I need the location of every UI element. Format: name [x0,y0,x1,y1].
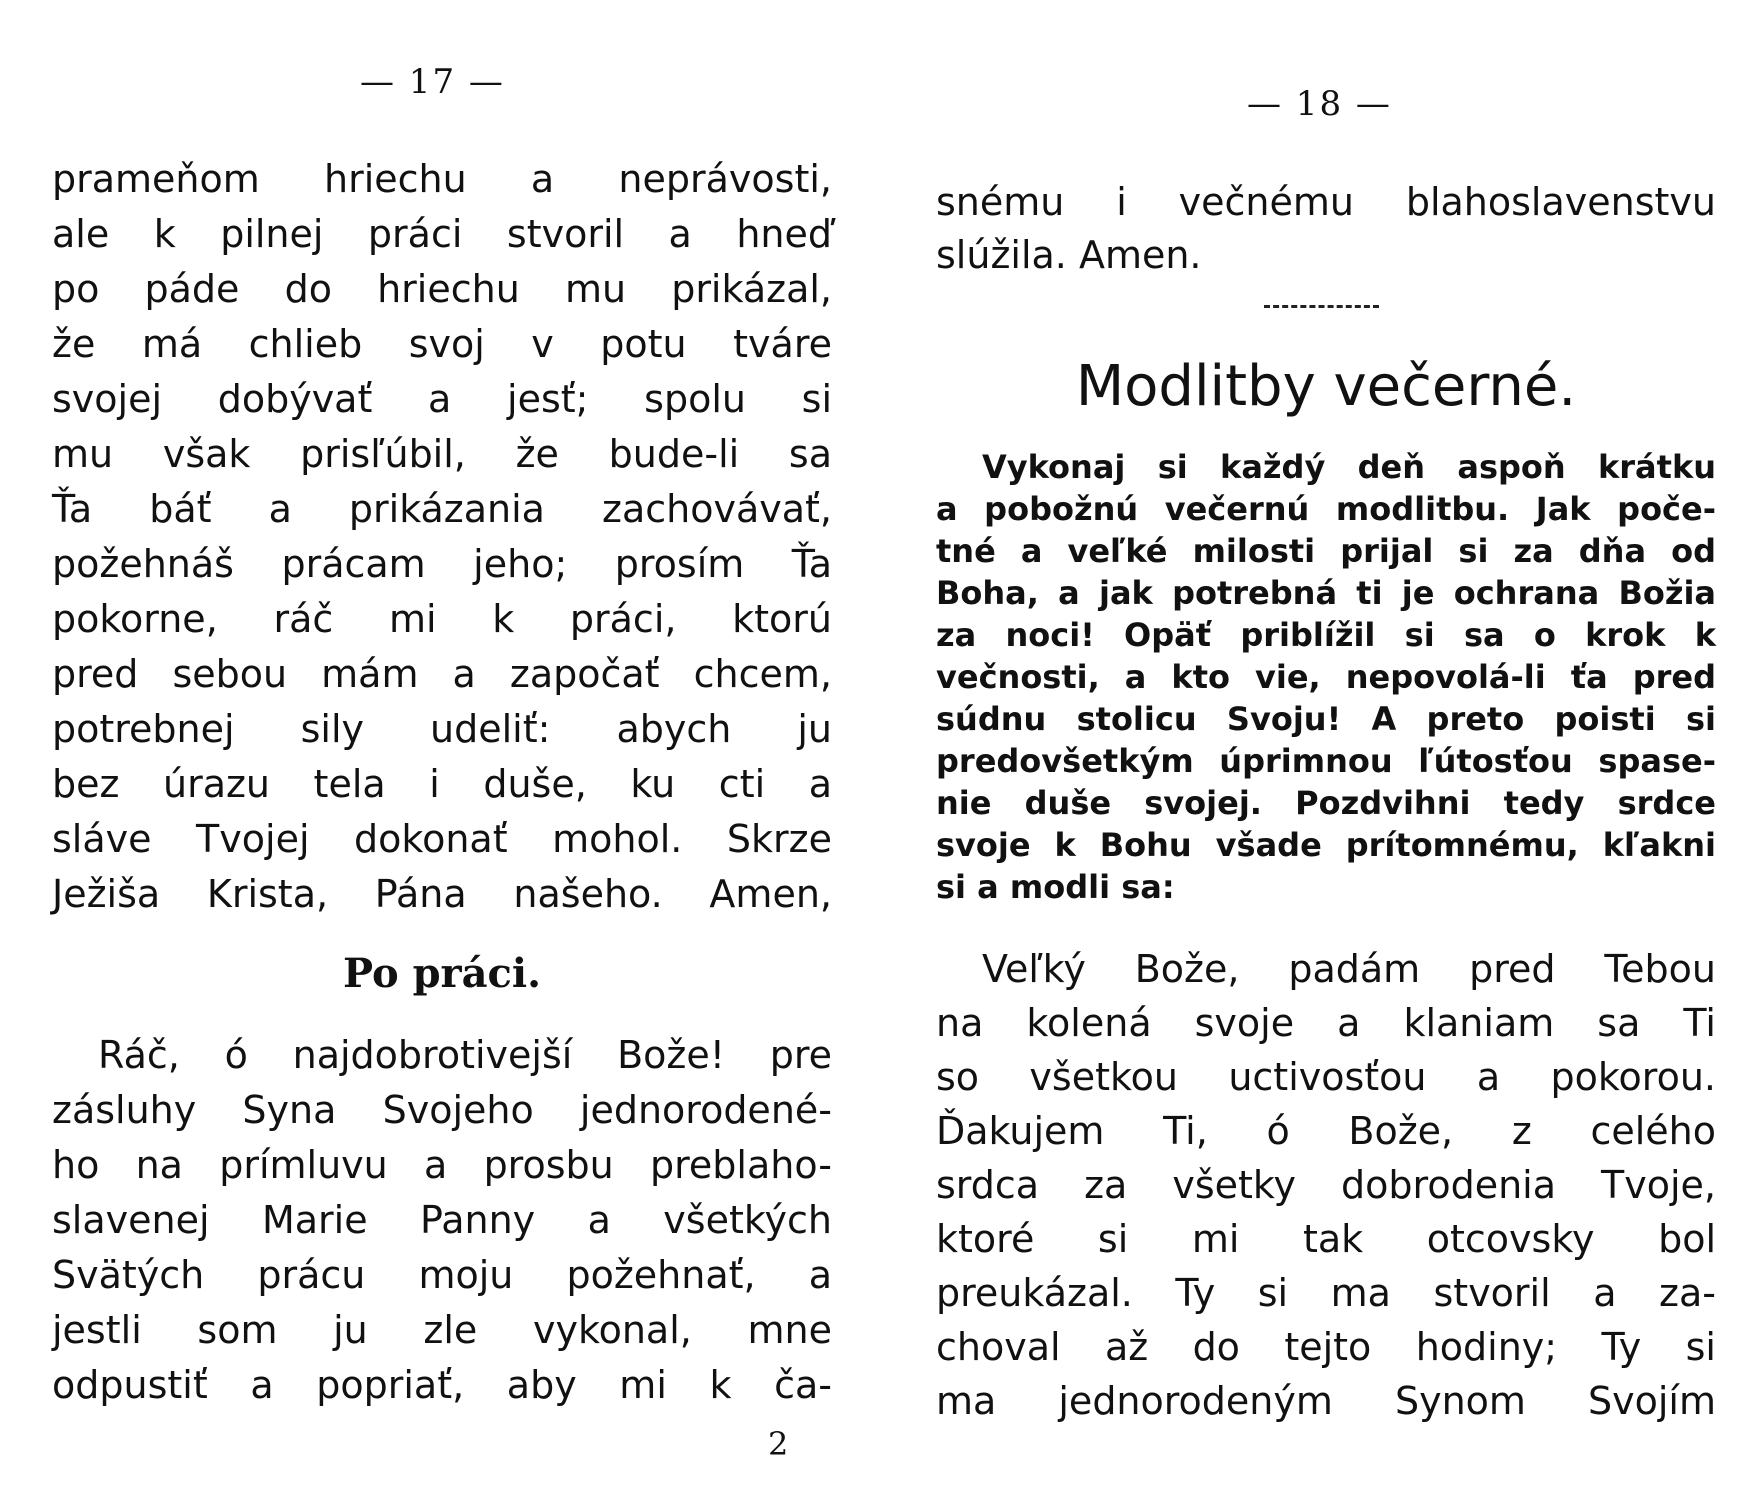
text-line: že má chlieb svoj v potu tváre [52,322,832,366]
text-line: prameňom hriechu a neprávosti, [52,157,832,201]
text-line: tné a veľké milosti prijal si za dňa od [936,532,1716,570]
text-line: po páde do hriechu mu prikázal, [52,267,832,311]
text-line: Boha, a jak potrebná ti je ochrana Božia [936,574,1716,612]
text-line: bez úrazu tela i duše, ku cti a [52,762,832,806]
text-line: jestli som ju zle vykonal, mne [52,1308,832,1352]
right-page [879,0,1758,1500]
text-line: Svätých prácu moju požehnať, a [52,1253,832,1297]
text-line: si a modli sa: [936,868,1175,906]
text-line: Veľký Bože, padám pred Tebou [982,947,1716,991]
paragraph-prayer-ending [936,176,1716,282]
section-divider [1264,305,1379,311]
text-line: preukázal. Ty si ma stvoril a za- [936,1271,1716,1315]
section-heading: Po práci. [342,950,542,997]
text-line: srdca za všetky dobrodenia Tvoje, [936,1163,1716,1207]
text-line: so všetkou uctivosťou a pokorou. [936,1055,1716,1099]
text-line: predovšetkým úprimnou ľútosťou spase- [936,742,1716,780]
text-line: zásluhy Syna Svojeho jednorodené- [52,1088,832,1132]
text-line: večnosti, a kto vie, nepovolá-li ťa pred [936,658,1716,696]
text-line: Ďakujem Ti, ó Bože, z celého [936,1109,1716,1153]
text-line: súdnu stolicu Svoju! A preto poisti si [936,700,1716,738]
text-line: sláve Tvojej dokonať mohol. Skrze [52,817,832,861]
page-number: — 18 — [1247,84,1392,124]
text-line: Ježiša Krista, Pána našeho. Amen, [52,872,832,916]
section-heading: Modlitby večerné. [1075,354,1577,419]
text-line: ma jednorodeným Synom Svojím [936,1379,1716,1423]
text-line: choval až do tejto hodiny; Ty si [936,1325,1716,1369]
signature-mark: 2 [768,1425,789,1463]
text-line: nie duše svojej. Pozdvihni tedy srdce [936,784,1716,822]
text-line: svojej dobývať a jesť; spolu si [52,377,832,421]
text-line: slúžila. Amen. [936,233,1202,277]
text-line: potrebnej sily udeliť: abych ju [52,707,832,751]
text-line: Ráč, ó najdobrotivejší Bože! pre [98,1033,832,1077]
text-line: ktoré si mi tak otcovsky bol [936,1217,1716,1261]
text-line: ale k pilnej práci stvoril a hneď [52,212,832,256]
text-line: odpustiť a popriať, aby mi k ča- [52,1363,832,1407]
text-line: za noci! Opäť priblížil si sa o krok k [936,616,1716,654]
text-line: ho na prímluvu a prosbu preblaho- [52,1143,832,1187]
text-line: pokorne, ráč mi k práci, ktorú [52,597,832,641]
text-line: slavenej Marie Panny a všetkých [52,1198,832,1242]
text-line: Vykonaj si každý deň aspoň krátku [982,448,1716,486]
text-line: snému i večnému blahoslavenstvu [936,180,1716,224]
text-line: mu však prisľúbil, že bude-li sa [52,432,832,476]
text-line: požehnáš prácam jeho; prosím Ťa [52,542,832,586]
paragraph-prayer-continuation [52,152,832,922]
paragraph-evening-prayer [936,942,1716,1428]
paragraph-instructions [936,446,1716,908]
text-line: svoje k Bohu všade prítomnému, kľakni [936,826,1716,864]
text-line: a pobožnú večernú modlitbu. Jak poče- [936,490,1716,528]
paragraph-after-work [52,1028,832,1413]
text-line: pred sebou mám a započať chcem, [52,652,832,696]
text-line: na kolená svoje a klaniam sa Ti [936,1001,1716,1045]
page-number: — 17 — [360,62,505,102]
text-line: Ťa báť a prikázania zachovávať, [52,487,832,531]
